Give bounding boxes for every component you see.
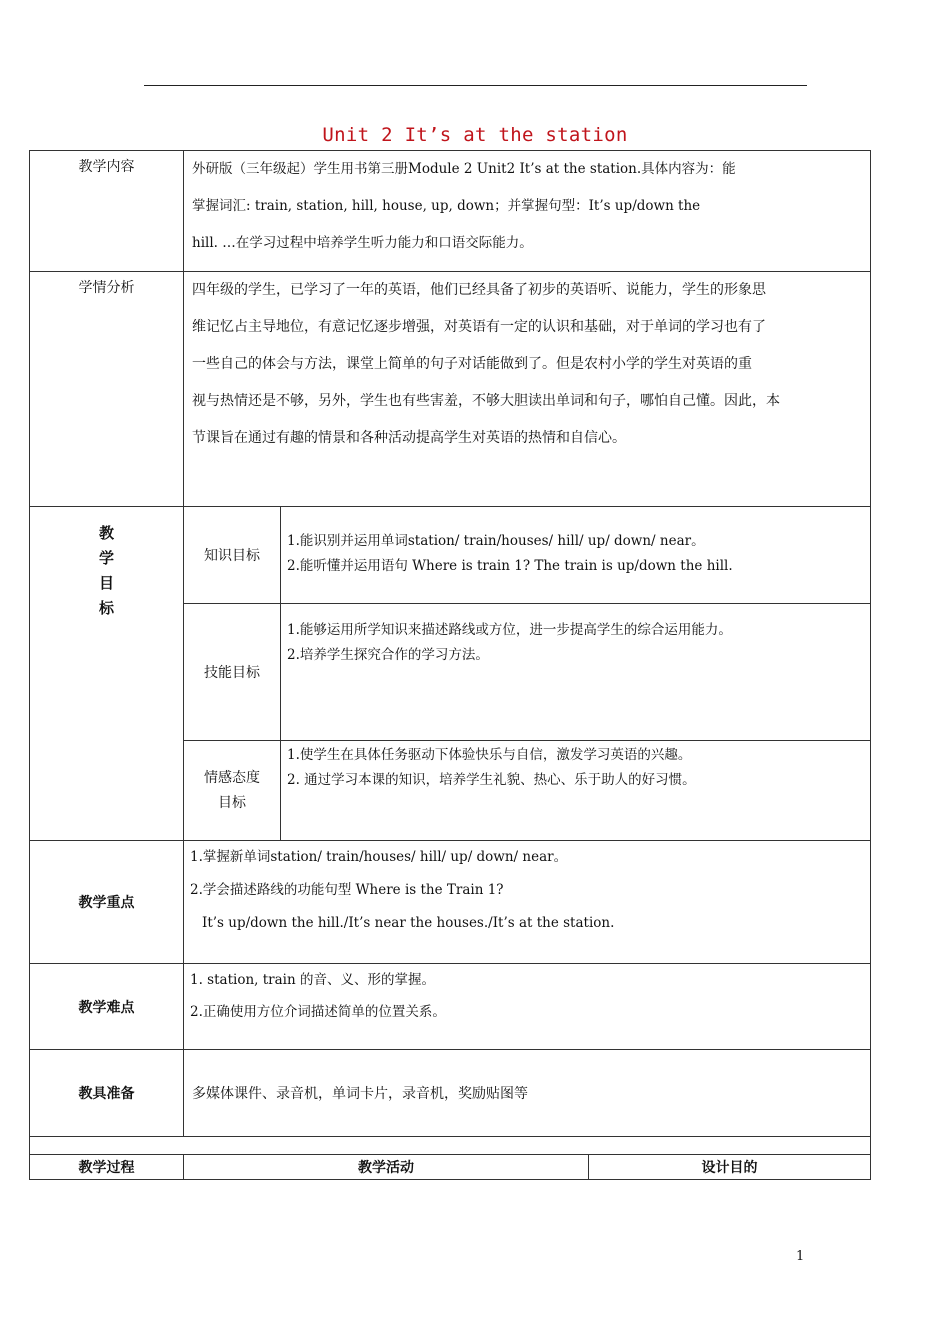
goals-label-char: 教 [98,524,114,542]
spacer-row [29,1136,871,1155]
process-col1-header [29,1154,184,1180]
content-label-cell [29,150,184,272]
skill-line: 1.能够运用所学知识来描述路线或方位，进一步提高学生的综合运用能力。 [287,622,732,638]
analysis-line: 视与热情还是不够，另外，学生也有些害羞，不够大胆读出单词和句子，哪怕自己懂。因此，本 [192,393,780,409]
materials-cell [183,1049,871,1137]
key-points-label: 教学重点 [78,895,135,911]
emotion-line: 2. 通过学习本课的知识，培养学生礼貌、热心、乐于助人的好习惯。 [287,772,696,788]
process-col3-label: 设计目的 [701,1160,758,1176]
analysis-line: 节课旨在通过有趣的情景和各种活动提高学生对英语的热情和自信心。 [192,430,626,446]
difficulties-label-cell [29,963,184,1050]
process-col3-header [588,1154,871,1180]
emotion-label-cell [183,740,281,841]
analysis-cell [183,271,871,507]
knowledge-label: 知识目标 [204,548,260,564]
emotion-label-line: 目标 [218,794,246,811]
analysis-line: 维记忆占主导地位，有意记忆逐步增强，对英语有一定的认识和基础，对于单词的学习也有了 [192,319,766,335]
key-point-line: 1.掌握新单词station/ train/houses/ hill/ up/ down/ near。 [190,849,568,865]
goals-label-cell [29,506,184,841]
analysis-label: 学情分析 [78,280,135,296]
knowledge-line: 1.能识别并运用单词station/ train/houses/ hill/ up/ down/ near。 [287,533,705,549]
process-col2-header [183,1154,589,1180]
skill-line: 2.培养学生探究合作的学习方法。 [287,647,489,663]
analysis-label-cell [29,271,184,507]
content-label: 教学内容 [78,159,135,175]
content-line: 掌握词汇: train, station, hill, house, up, down；并掌握句型：It’s up/down the [192,198,701,214]
skill-label-cell [183,603,281,741]
process-col2-label: 教学活动 [358,1160,414,1176]
difficulty-line: 2.正确使用方位介词描述简单的位置关系。 [190,1004,446,1020]
key-point-line: 2.学会描述路线的功能句型 Where is the Train 1? [190,882,504,898]
knowledge-line: 2.能听懂并运用语句 Where is train 1? The train is up/down the hill. [287,558,733,574]
document-title: Unit 2 It’s at the station [322,124,628,146]
emotion-line: 1.使学生在具体任务驱动下体验快乐与自信，激发学习英语的兴趣。 [287,747,692,763]
content-line: hill. …在学习过程中培养学生听力能力和口语交际能力。 [192,235,533,251]
emotion-label-line: 情感态度 [204,769,260,786]
knowledge-label-cell [183,506,281,604]
analysis-line: 一些自己的体会与方法，课堂上简单的句子对话能做到了。但是农村小学的学生对英语的重 [192,356,752,372]
skill-label: 技能目标 [204,665,260,681]
process-col1-label: 教学过程 [78,1160,135,1176]
page-number: 1 [796,1249,805,1264]
content-line: 外研版（三年级起）学生用书第三册Module 2 Unit2 It’s at the station.具体内容为：能 [192,161,736,177]
materials-text: 多媒体课件、录音机，单词卡片，录音机，奖励贴图等 [192,1086,528,1102]
goals-label-char: 目 [98,574,114,592]
goals-label-char: 标 [98,599,114,617]
key-points-label-cell [29,840,184,964]
emotion-cell [280,740,871,841]
difficulties-label: 教学难点 [78,999,135,1016]
content-cell [183,150,871,272]
skill-cell [280,603,871,741]
materials-label-cell [29,1049,184,1137]
analysis-line: 四年级的学生，已学习了一年的英语，他们已经具备了初步的英语听、说能力，学生的形象思 [192,282,766,298]
key-points-cell [183,840,871,964]
header-rule [144,85,807,86]
materials-label: 教具准备 [78,1086,135,1102]
key-point-line: It’s up/down the hill./It’s near the houses./It’s at the station. [202,915,615,931]
knowledge-cell [280,506,871,604]
goals-label-char: 学 [98,549,114,567]
difficulties-cell [183,963,871,1050]
difficulty-line: 1. station, train 的音、义、形的掌握。 [190,972,435,988]
